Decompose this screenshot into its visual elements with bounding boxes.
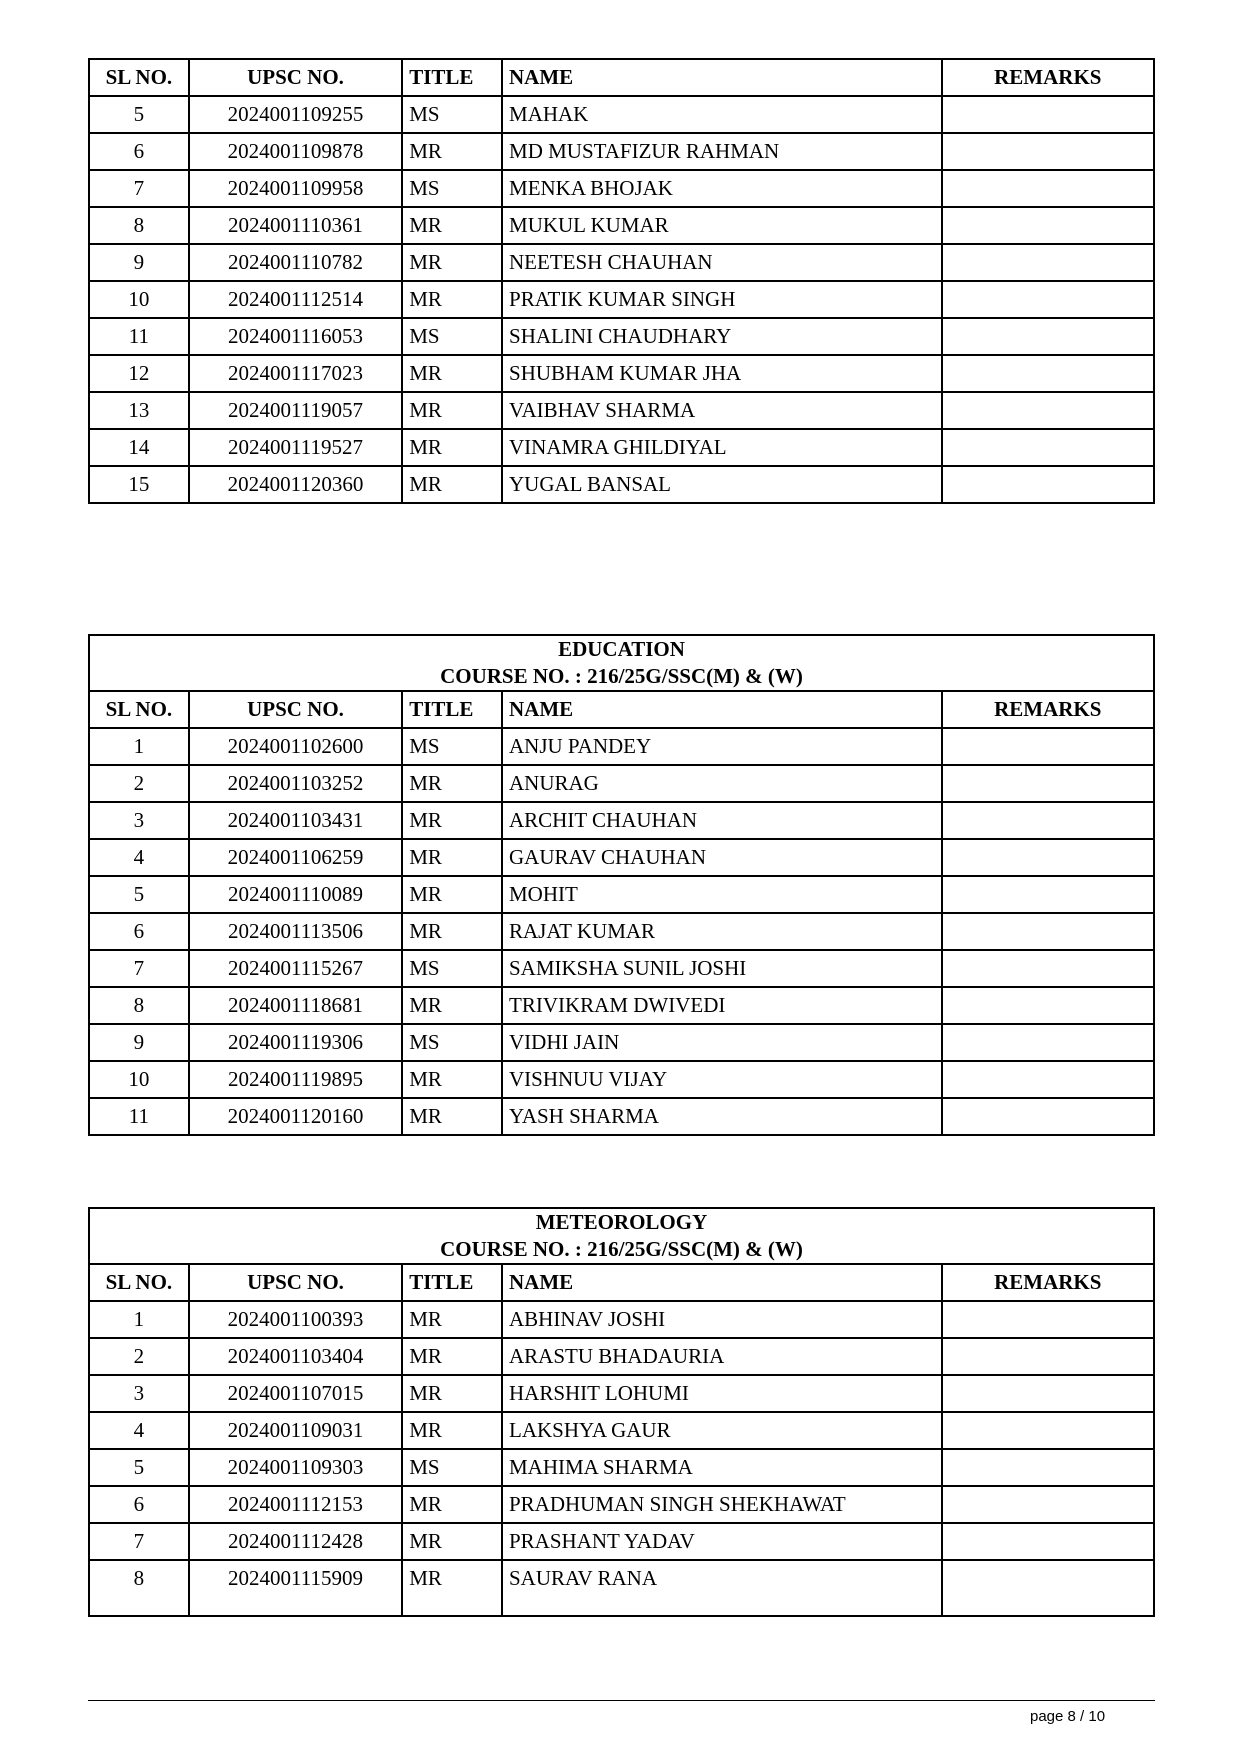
table-row: [89, 207, 1154, 244]
cell-upsc-no: 2024001120360: [189, 466, 402, 503]
section-title: METEOROLOGY: [535, 1210, 708, 1234]
cell-remarks: [942, 728, 1154, 765]
cell-name: ANURAG: [502, 765, 942, 802]
cell-title: MR: [402, 913, 502, 950]
table-row: [89, 466, 1154, 503]
cell-upsc-no: 2024001120160: [189, 1098, 402, 1135]
table-row: [89, 728, 1154, 765]
cell-remarks: [942, 950, 1154, 987]
cell-sl-no: 1: [89, 728, 189, 765]
col-header-remarks: REMARKS: [942, 1264, 1154, 1301]
cell-sl-no: 5: [89, 96, 189, 133]
col-header-remarks: REMARKS: [942, 691, 1154, 728]
meteorology-table: [88, 1207, 1155, 1617]
cell-title: MR: [402, 1523, 502, 1560]
cell-remarks: [942, 244, 1154, 281]
cell-name: PRASHANT YADAV: [502, 1523, 942, 1560]
table-header-row: [89, 59, 1154, 96]
cell-name: MAHAK: [502, 96, 942, 133]
cell-upsc-no: 2024001110361: [189, 207, 402, 244]
cell-upsc-no: 2024001118681: [189, 987, 402, 1024]
cell-remarks: [942, 466, 1154, 503]
table-row: [89, 1486, 1154, 1523]
cell-name: SHUBHAM KUMAR JHA: [502, 355, 942, 392]
cell-sl-no: 10: [89, 281, 189, 318]
cell-sl-no: 7: [89, 170, 189, 207]
cell-sl-no: 9: [89, 244, 189, 281]
cell-title: MR: [402, 244, 502, 281]
cell-title: MR: [402, 392, 502, 429]
cell-upsc-no: 2024001115909: [189, 1560, 402, 1616]
table-row: [89, 1412, 1154, 1449]
page-number: page 8 / 10: [1030, 1708, 1106, 1725]
cell-title: MR: [402, 1412, 502, 1449]
cell-title: MR: [402, 466, 502, 503]
course-number: COURSE NO. : 216/25G/SSC(M) & (W): [440, 1237, 803, 1261]
cell-remarks: [942, 170, 1154, 207]
footer-divider: [88, 1700, 1155, 1701]
cell-upsc-no: 2024001109958: [189, 170, 402, 207]
table-row: [89, 355, 1154, 392]
cell-title: MR: [402, 765, 502, 802]
cell-sl-no: 10: [89, 1061, 189, 1098]
cell-upsc-no: 2024001117023: [189, 355, 402, 392]
cell-name: GAURAV CHAUHAN: [502, 839, 942, 876]
cell-upsc-no: 2024001110782: [189, 244, 402, 281]
cell-name: MOHIT: [502, 876, 942, 913]
cell-sl-no: 8: [89, 1560, 189, 1616]
cell-sl-no: 7: [89, 950, 189, 987]
cell-upsc-no: 2024001102600: [189, 728, 402, 765]
cell-remarks: [942, 429, 1154, 466]
table-row: [89, 1449, 1154, 1486]
table-row: [89, 839, 1154, 876]
cell-title: MS: [402, 1449, 502, 1486]
cell-remarks: [942, 392, 1154, 429]
cell-name: MAHIMA SHARMA: [502, 1449, 942, 1486]
cell-remarks: [942, 207, 1154, 244]
cell-upsc-no: 2024001100393: [189, 1301, 402, 1338]
cell-title: MR: [402, 839, 502, 876]
col-header-sl-no: SL NO.: [89, 691, 189, 728]
cell-name: NEETESH CHAUHAN: [502, 244, 942, 281]
cell-sl-no: 4: [89, 839, 189, 876]
cell-name: ARCHIT CHAUHAN: [502, 802, 942, 839]
cell-sl-no: 11: [89, 1098, 189, 1135]
cell-title: MR: [402, 1061, 502, 1098]
cell-upsc-no: 2024001107015: [189, 1375, 402, 1412]
cell-remarks: [942, 318, 1154, 355]
table-row: [89, 987, 1154, 1024]
cell-sl-no: 3: [89, 1375, 189, 1412]
cell-remarks: [942, 839, 1154, 876]
cell-name: SAURAV RANA: [502, 1560, 942, 1616]
table-row: [89, 765, 1154, 802]
cell-upsc-no: 2024001112428: [189, 1523, 402, 1560]
cell-sl-no: 3: [89, 802, 189, 839]
cell-sl-no: 2: [89, 1338, 189, 1375]
cell-title: MS: [402, 1024, 502, 1061]
cell-upsc-no: 2024001115267: [189, 950, 402, 987]
cell-name: MD MUSTAFIZUR RAHMAN: [502, 133, 942, 170]
cell-sl-no: 8: [89, 207, 189, 244]
education-table: [88, 634, 1155, 1136]
cell-title: MR: [402, 1098, 502, 1135]
cell-upsc-no: 2024001113506: [189, 913, 402, 950]
table-row: [89, 281, 1154, 318]
section-title: EDUCATION: [558, 637, 685, 661]
cell-title: MS: [402, 728, 502, 765]
cell-name: MUKUL KUMAR: [502, 207, 942, 244]
table-row: [89, 1560, 1154, 1616]
cell-sl-no: 5: [89, 876, 189, 913]
col-header-name: NAME: [502, 59, 942, 96]
cell-name: VISHNUU VIJAY: [502, 1061, 942, 1098]
cell-remarks: [942, 1024, 1154, 1061]
table-row: [89, 170, 1154, 207]
cell-name: MENKA BHOJAK: [502, 170, 942, 207]
cell-remarks: [942, 1486, 1154, 1523]
cell-remarks: [942, 765, 1154, 802]
cell-name: RAJAT KUMAR: [502, 913, 942, 950]
table-row: [89, 1061, 1154, 1098]
cell-title: MR: [402, 1560, 502, 1616]
cell-remarks: [942, 1375, 1154, 1412]
cell-remarks: [942, 1098, 1154, 1135]
cell-sl-no: 14: [89, 429, 189, 466]
cell-upsc-no: 2024001110089: [189, 876, 402, 913]
cell-upsc-no: 2024001119306: [189, 1024, 402, 1061]
cell-title: MR: [402, 876, 502, 913]
cell-upsc-no: 2024001103252: [189, 765, 402, 802]
cell-remarks: [942, 1523, 1154, 1560]
table-row: [89, 1098, 1154, 1135]
cell-upsc-no: 2024001106259: [189, 839, 402, 876]
cell-remarks: [942, 1449, 1154, 1486]
cell-upsc-no: 2024001119527: [189, 429, 402, 466]
cell-sl-no: 5: [89, 1449, 189, 1486]
cell-title: MR: [402, 133, 502, 170]
cell-sl-no: 6: [89, 1486, 189, 1523]
col-header-remarks: REMARKS: [942, 59, 1154, 96]
cell-upsc-no: 2024001119895: [189, 1061, 402, 1098]
cell-remarks: [942, 96, 1154, 133]
cell-title: MR: [402, 802, 502, 839]
table-row: [89, 802, 1154, 839]
cell-remarks: [942, 1338, 1154, 1375]
cell-upsc-no: 2024001103404: [189, 1338, 402, 1375]
cell-title: MR: [402, 1486, 502, 1523]
table-row: [89, 1375, 1154, 1412]
cell-sl-no: 11: [89, 318, 189, 355]
cell-remarks: [942, 876, 1154, 913]
cell-sl-no: 12: [89, 355, 189, 392]
cell-title: MR: [402, 987, 502, 1024]
cell-sl-no: 6: [89, 913, 189, 950]
col-header-upsc-no: UPSC NO.: [189, 1264, 402, 1301]
cell-name: TRIVIKRAM DWIVEDI: [502, 987, 942, 1024]
cell-title: MS: [402, 318, 502, 355]
cell-remarks: [942, 281, 1154, 318]
cell-remarks: [942, 1061, 1154, 1098]
cell-title: MS: [402, 170, 502, 207]
cell-sl-no: 15: [89, 466, 189, 503]
col-header-upsc-no: UPSC NO.: [189, 59, 402, 96]
cell-title: MR: [402, 355, 502, 392]
cell-sl-no: 6: [89, 133, 189, 170]
cell-upsc-no: 2024001103431: [189, 802, 402, 839]
cell-name: HARSHIT LOHUMI: [502, 1375, 942, 1412]
cell-name: PRADHUMAN SINGH SHEKHAWAT: [502, 1486, 942, 1523]
cell-remarks: [942, 987, 1154, 1024]
section-header-row: [89, 635, 1154, 691]
col-header-sl-no: SL NO.: [89, 59, 189, 96]
table-row: [89, 1024, 1154, 1061]
cell-name: YUGAL BANSAL: [502, 466, 942, 503]
section-header-row: [89, 1208, 1154, 1264]
cell-title: MR: [402, 1301, 502, 1338]
table-row: [89, 318, 1154, 355]
course-number: COURSE NO. : 216/25G/SSC(M) & (W): [440, 664, 803, 688]
cell-sl-no: 2: [89, 765, 189, 802]
table-row: [89, 913, 1154, 950]
cell-remarks: [942, 1560, 1154, 1616]
cell-name: VIDHI JAIN: [502, 1024, 942, 1061]
cell-name: SHALINI CHAUDHARY: [502, 318, 942, 355]
cell-remarks: [942, 802, 1154, 839]
cell-title: MR: [402, 207, 502, 244]
cell-title: MR: [402, 1375, 502, 1412]
cell-title: MR: [402, 429, 502, 466]
cell-remarks: [942, 1412, 1154, 1449]
cell-name: ARASTU BHADAURIA: [502, 1338, 942, 1375]
cell-upsc-no: 2024001109255: [189, 96, 402, 133]
cell-remarks: [942, 133, 1154, 170]
cell-name: LAKSHYA GAUR: [502, 1412, 942, 1449]
cell-upsc-no: 2024001109303: [189, 1449, 402, 1486]
cell-name: VAIBHAV SHARMA: [502, 392, 942, 429]
col-header-sl-no: SL NO.: [89, 1264, 189, 1301]
table-row: [89, 1523, 1154, 1560]
cell-remarks: [942, 1301, 1154, 1338]
table-row: [89, 950, 1154, 987]
cell-name: VINAMRA GHILDIYAL: [502, 429, 942, 466]
col-header-name: NAME: [502, 691, 942, 728]
table-header-row: [89, 691, 1154, 728]
cell-name: PRATIK KUMAR SINGH: [502, 281, 942, 318]
cell-title: MR: [402, 1338, 502, 1375]
table-header-row: [89, 1264, 1154, 1301]
col-header-upsc-no: UPSC NO.: [189, 691, 402, 728]
col-header-title: TITLE: [402, 691, 502, 728]
cell-sl-no: 4: [89, 1412, 189, 1449]
table-row: [89, 429, 1154, 466]
cell-title: MS: [402, 950, 502, 987]
cell-sl-no: 7: [89, 1523, 189, 1560]
cell-upsc-no: 2024001112153: [189, 1486, 402, 1523]
table-row: [89, 1301, 1154, 1338]
cell-remarks: [942, 913, 1154, 950]
table-row: [89, 876, 1154, 913]
table-row: [89, 1338, 1154, 1375]
cell-sl-no: 1: [89, 1301, 189, 1338]
cell-name: YASH SHARMA: [502, 1098, 942, 1135]
cell-sl-no: 8: [89, 987, 189, 1024]
cell-title: MS: [402, 96, 502, 133]
cell-sl-no: 13: [89, 392, 189, 429]
table-row: [89, 244, 1154, 281]
cell-remarks: [942, 355, 1154, 392]
cell-name: ABHINAV JOSHI: [502, 1301, 942, 1338]
cell-upsc-no: 2024001116053: [189, 318, 402, 355]
cell-upsc-no: 2024001109031: [189, 1412, 402, 1449]
cell-upsc-no: 2024001112514: [189, 281, 402, 318]
table-row: [89, 96, 1154, 133]
cell-name: SAMIKSHA SUNIL JOSHI: [502, 950, 942, 987]
col-header-name: NAME: [502, 1264, 942, 1301]
candidate-table-continued: [88, 58, 1155, 504]
table-row: [89, 392, 1154, 429]
table-row: [89, 133, 1154, 170]
col-header-title: TITLE: [402, 59, 502, 96]
cell-upsc-no: 2024001109878: [189, 133, 402, 170]
col-header-title: TITLE: [402, 1264, 502, 1301]
cell-upsc-no: 2024001119057: [189, 392, 402, 429]
cell-sl-no: 9: [89, 1024, 189, 1061]
cell-title: MR: [402, 281, 502, 318]
cell-name: ANJU PANDEY: [502, 728, 942, 765]
